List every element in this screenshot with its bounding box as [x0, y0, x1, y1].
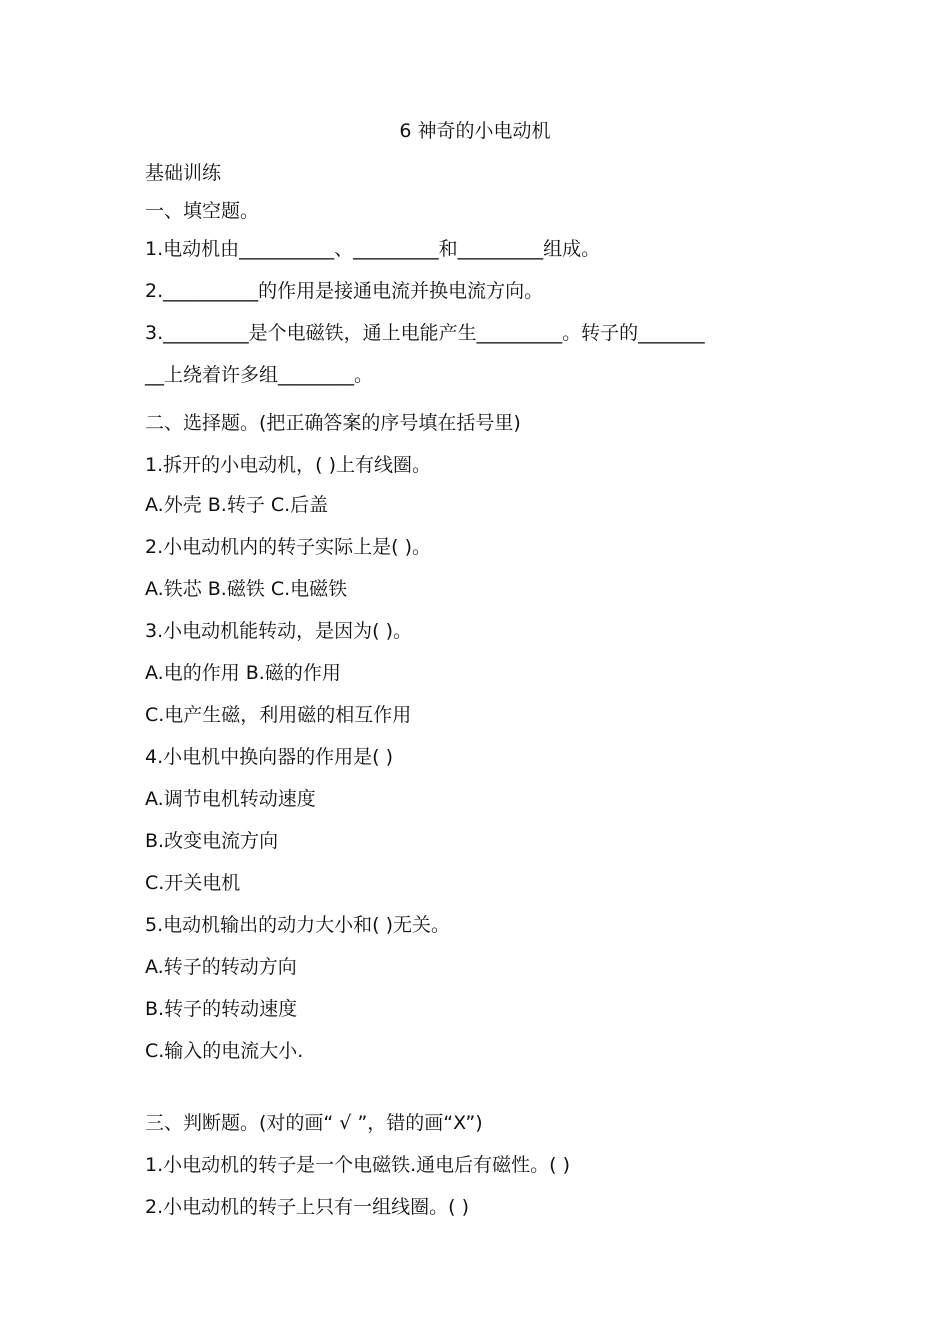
part1-heading: 一、填空题。 [145, 200, 260, 222]
choice-question-4-option-b: B.改变电流方向 [145, 830, 279, 852]
choice-question-4-option-c: C.开关电机 [145, 872, 241, 894]
document-title: 6 神奇的小电动机 [399, 120, 551, 142]
section-basic-training: 基础训练 [145, 162, 222, 184]
judge-question-1: 1.小电动机的转子是一个电磁铁.通电后有磁性。( ) [145, 1154, 571, 1176]
choice-question-4: 4.小电机中换向器的作用是( ) [145, 746, 393, 768]
fill-question-1: 1.电动机由__________、_________和_________组成。 [145, 238, 601, 260]
choice-question-1: 1.拆开的小电动机，( )上有线圈。 [145, 454, 431, 476]
part2-heading: 二、选择题。(把正确答案的序号填在括号里) [145, 412, 521, 434]
choice-question-3: 3.小电动机能转动，是因为( )。 [145, 620, 412, 642]
fill-question-3-line-2: __上绕着许多组________。 [145, 364, 374, 386]
choice-question-5-option-c: C.输入的电流大小. [145, 1040, 304, 1062]
fill-question-2: 2.__________的作用是接通电流并换电流方向。 [145, 280, 544, 302]
choice-question-5-option-a: A.转子的转动方向 [145, 956, 297, 978]
choice-question-1-options: A.外壳 B.转子 C.后盖 [145, 494, 329, 516]
choice-question-5-option-b: B.转子的转动速度 [145, 998, 298, 1020]
judge-question-2: 2.小电动机的转子上只有一组线圈。( ) [145, 1196, 469, 1218]
part3-heading: 三、判断题。(对的画“ √ ”，错的画“X”) [145, 1112, 483, 1134]
choice-question-5: 5.电动机输出的动力大小和( )无关。 [145, 914, 450, 936]
choice-question-3-option-c: C.电产生磁，利用磁的相互作用 [145, 704, 412, 726]
choice-question-4-option-a: A.调节电机转动速度 [145, 788, 316, 810]
choice-question-2: 2.小电动机内的转子实际上是( )。 [145, 536, 431, 558]
choice-question-3-options-ab: A.电的作用 B.磁的作用 [145, 662, 341, 684]
fill-question-3-line-1: 3._________是个电磁铁，通上电能产生_________。转子的_______ [145, 322, 705, 344]
choice-question-2-options: A.铁芯 B.磁铁 C.电磁铁 [145, 578, 348, 600]
